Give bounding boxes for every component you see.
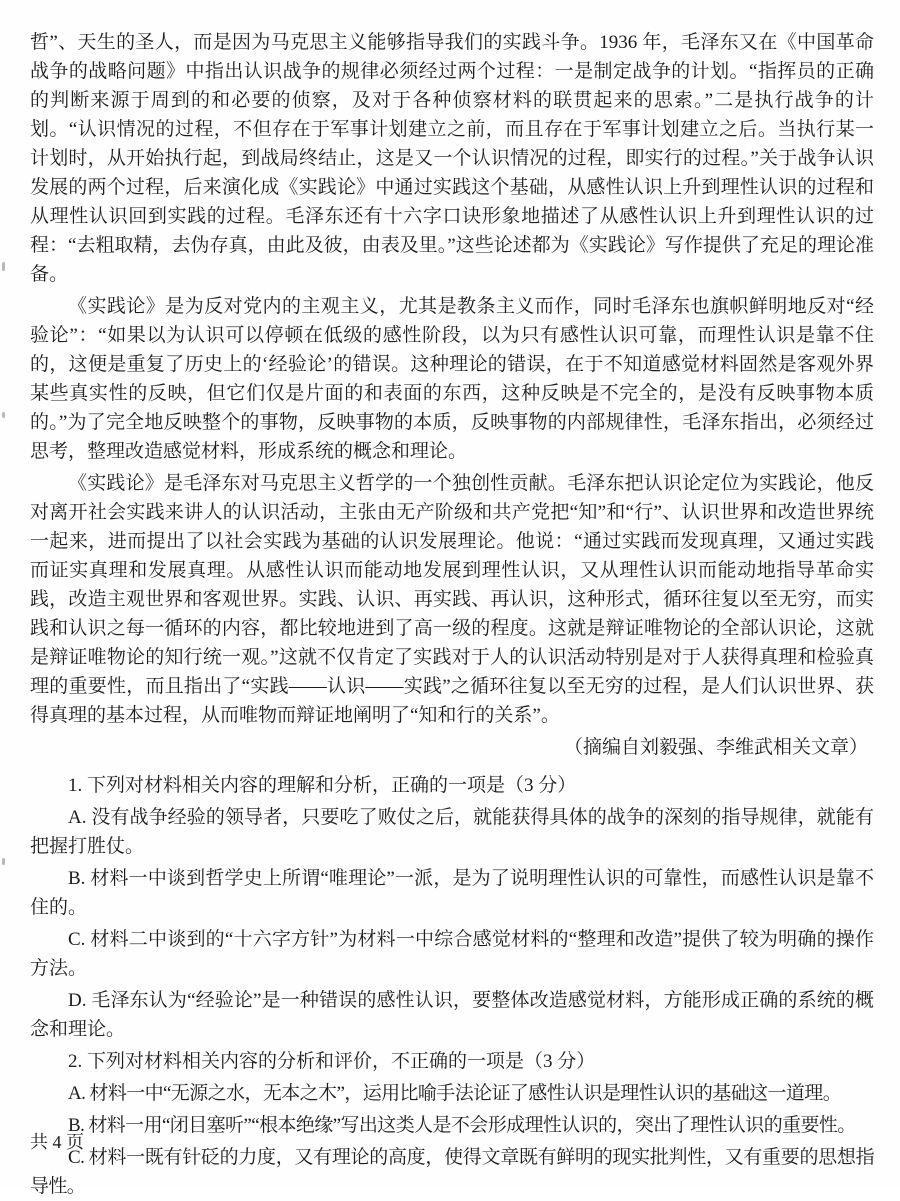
questions-section [30, 771, 874, 1201]
question-1-option-b: B. 材料一中谈到哲学史上所谓“唯理论”一派，是为了说明理性认识的可靠性，而感性认识是靠不住的。 [30, 868, 874, 918]
scan-artifact [2, 262, 5, 271]
passage-paragraph-3: 《实践论》是毛泽东对马克思主义哲学的一个独创性贡献。毛泽东把认识论定位为实践论，他反对离开社会实践来讲人的认识活动，主张由无产阶级和共产党把“知”和“行”、认识世界和改造世界统一起来，进而提出了以社会实践为基础的认识发展理论。他说：“通过实践而发现真理，又通过实践而证实真理和发展真理。从感性认识而能动地发展到理性认识，又从理性认识而能动地指导革命实践，改造主观世界和客观世界。实践、认识、再实践、再认识，这种形式，循环往复以至无穷，而实践和认识之每一循环的内容，都比较地进到了高一级的程度。这就是辩证唯物论的全部认识论，这就是辩证唯物论的知行统一观。”这就不仅肯定了实践对于人的认识活动特别是对于人获得真理和检验真理的重要性，而且指出了“实践——认识——实践”之循环往复以至无穷的过程，是人们认识世界、获得真理的基本过程，从而唯物而辩证地阐明了“知和行的关系”。 [30, 473, 874, 726]
question-1-option-a: A. 没有战争经验的领导者，只要吃了败仗之后，就能获得具体的战争的深刻的指导规律，就能有把握打胜仗。 [30, 807, 874, 857]
scan-artifact [2, 412, 5, 418]
passage-paragraph-2: 《实践论》是为反对党内的主观主义，尤其是教条主义而作，同时毛泽东也旗帜鲜明地反对“经验论”：“如果以为认识可以停顿在低级的感性阶段，以为只有感性认识可靠，而理性认识是靠不住的，这便是重复了历史上的‘经验论’的错误。这种理论的错误，在于不知道感觉材料固然是客观外界某些真实性的反映，但它们仅是片面的和表面的东西，这种反映是不完全的，是没有反映事物本质的。”为了完全地反映整个的事物，反映事物的本质，反映事物的内部规律性，毛泽东指出，必须经过思考，整理改造感觉材料，形成系统的概念和理论。 [30, 296, 874, 462]
question-2-option-b: B. 材料一用“闭目塞听”“根本绝缘”写出这类人是不会形成理性认识的，突出了理性认识的重要性。 [68, 1115, 856, 1136]
question-1-option-d: D. 毛泽东认为“经验论”是一种错误的感性认识，要整体改造感觉材料，方能形成正确的系统的概念和理论。 [30, 990, 874, 1040]
question-2-option-c: C. 材料一既有针砭的力度，又有理论的高度，使得文章既有鲜明的现实批判性，又有重要的思想指导性。 [30, 1147, 874, 1197]
page-number-footer: 共 4 页 [30, 1132, 84, 1152]
passage-paragraph-1: 哲”、天生的圣人，而是因为马克思主义能够指导我们的实践斗争。1936 年，毛泽东又在《中国革命战争的战略问题》中指出认识战争的规律必须经过两个过程：一是制定战争的计划。“指挥员的正确的判断来源于周到的和必要的侦察，及对于各种侦察材料的联贯起来的思索。”二是执行战争的计划。“认识情况的过程，不但存在于军事计划建立之前，而且存在于军事计划建立之后。当执行某一计划时，从开始执行起，到战局终结止，这是又一个认识情况的过程，即实行的过程。”关于战争认识发展的两个过程，后来演化成《实践论》中通过实践这个基础，从感性认识上升到理性认识的过程和从理性认识回到实践的过程。毛泽东还有十六字口诀形象地描述了从感性认识上升到理性认识的过程：“去粗取精，去伪存真，由此及彼，由表及里。”这些论述都为《实践论》写作提供了充足的理论准备。 [30, 32, 874, 285]
scan-artifact [2, 858, 5, 865]
question-2-stem: 2. 下列对材料相关内容的分析和评价，不正确的一项是（3 分） [68, 1051, 596, 1072]
reading-passage [30, 28, 874, 762]
question-1-stem: 1. 下列对材料相关内容的理解和分析，正确的一项是（3 分） [68, 775, 577, 796]
question-1-option-c: C. 材料二中谈到的“十六字方针”为材料一中综合感觉材料的“整理和改造”提供了较为明确的操作方法。 [30, 929, 874, 979]
question-2-option-a: A. 材料一中“无源之水，无本之木”，运用比喻手法论证了感性认识是理性认识的基础这一道理。 [68, 1083, 842, 1104]
source-attribution: （摘编自刘毅强、李维武相关文章） [563, 737, 868, 758]
